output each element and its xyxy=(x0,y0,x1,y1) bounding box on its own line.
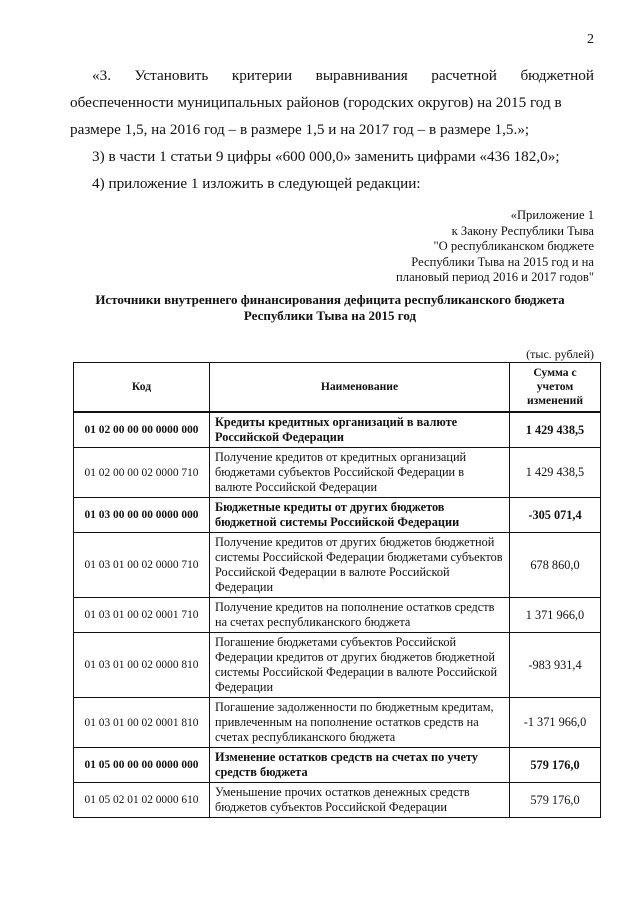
document-title-line: Республики Тыва на 2015 год xyxy=(243,308,417,323)
row-code: 01 05 02 01 02 0000 610 xyxy=(74,783,210,818)
row-name: Получение кредитов на пополнение остатков средств на счетах республиканского бюджета xyxy=(210,598,510,633)
paragraph-amendment-appendix: 4) приложение 1 изложить в следующей редакции: xyxy=(92,175,421,192)
row-amount: 579 176,0 xyxy=(510,783,601,818)
row-name: Бюджетные кредиты от других бюджетов бюджетной системы Российской Федерации xyxy=(210,498,510,533)
row-code: 01 02 00 00 00 0000 000 xyxy=(74,412,210,448)
header-code: Код xyxy=(74,363,210,413)
units-label: (тыс. рублей) xyxy=(526,347,594,361)
header-name: Наименование xyxy=(210,363,510,413)
row-amount: 1 429 438,5 xyxy=(510,448,601,498)
header-amount-line: Сумма с xyxy=(533,366,577,379)
table-row xyxy=(74,633,601,698)
document-title xyxy=(60,292,600,324)
paragraph-criteria-line1: «3. Установить критерии выравнивания расчетной бюджетной xyxy=(92,67,594,84)
table-row xyxy=(74,748,601,783)
row-name: Изменение остатков средств на счетах по учету средств бюджета xyxy=(210,748,510,783)
row-amount: 579 176,0 xyxy=(510,748,601,783)
paragraph-amendment-article9: 3) в части 1 статьи 9 цифры «600 000,0» заменить цифрами «436 182,0»; xyxy=(92,148,560,165)
appendix-header xyxy=(396,208,594,286)
header-amount xyxy=(510,363,601,413)
table-row xyxy=(74,533,601,598)
appendix-header-line: «Приложение 1 xyxy=(510,208,594,222)
row-name: Получение кредитов от других бюджетов бюджетной системы Российской Федерации бюджетами субъектов Российской Федерации в валюте Российской Федерации xyxy=(210,533,510,598)
paragraph-criteria xyxy=(70,62,594,143)
row-code: 01 03 01 00 02 0000 710 xyxy=(74,533,210,598)
appendix-header-line: к Закону Республики Тыва xyxy=(451,223,594,238)
table-row xyxy=(74,698,601,748)
row-amount: 1 429 438,5 xyxy=(510,412,601,448)
row-amount: 1 371 966,0 xyxy=(510,598,601,633)
row-code: 01 05 00 00 00 0000 000 xyxy=(74,748,210,783)
row-name: Погашение задолженности по бюджетным кредитам, привлеченным на пополнение остатков средств на счетах республиканского бюджета xyxy=(210,698,510,748)
row-amount: 678 860,0 xyxy=(510,533,601,598)
sources-table xyxy=(73,362,601,818)
row-code: 01 02 00 00 02 0000 710 xyxy=(74,448,210,498)
row-name: Погашение бюджетами субъектов Российской Федерации кредитов от других бюджетов бюджетной системы Российской Федерации в валюте Российской Федерации xyxy=(210,633,510,698)
row-amount: -983 931,4 xyxy=(510,633,601,698)
row-name: Уменьшение прочих остатков денежных средств бюджетов субъектов Российской Федерации xyxy=(210,783,510,818)
header-amount-line: изменений xyxy=(526,394,584,407)
row-code: 01 03 01 00 02 0001 710 xyxy=(74,598,210,633)
header-amount-line: учетом xyxy=(536,380,574,393)
table-row xyxy=(74,448,601,498)
appendix-header-line: "О республиканском бюджете xyxy=(433,239,594,253)
table-row xyxy=(74,783,601,818)
table-body xyxy=(74,412,601,818)
row-amount: -1 371 966,0 xyxy=(510,698,601,748)
table-row xyxy=(74,598,601,633)
table-header-row xyxy=(74,363,601,413)
table-row xyxy=(74,412,601,448)
appendix-header-line: Республики Тыва на 2015 год и на xyxy=(411,254,594,269)
row-name: Кредиты кредитных организаций в валюте Российской Федерации xyxy=(210,412,510,448)
page-number: 2 xyxy=(587,32,594,47)
row-code: 01 03 01 00 02 0001 810 xyxy=(74,698,210,748)
row-name: Получение кредитов от кредитных организаций бюджетами субъектов Российской Федерации в валюте Российской Федерации xyxy=(210,448,510,498)
row-code: 01 03 01 00 02 0000 810 xyxy=(74,633,210,698)
row-code: 01 03 00 00 00 0000 000 xyxy=(74,498,210,533)
paragraph-criteria-rest: обеспеченности муниципальных районов (городских округов) на 2015 год в размере 1,5, на 2016 год – в размере 1,5 и на 2017 год – в размере 1,5.»; xyxy=(70,94,562,138)
row-amount: -305 071,4 xyxy=(510,498,601,533)
table-row xyxy=(74,498,601,533)
document-title-line: Источники внутреннего финансирования дефицита республиканского бюджета xyxy=(95,292,565,307)
appendix-header-line: плановый период 2016 и 2017 годов" xyxy=(396,270,594,284)
